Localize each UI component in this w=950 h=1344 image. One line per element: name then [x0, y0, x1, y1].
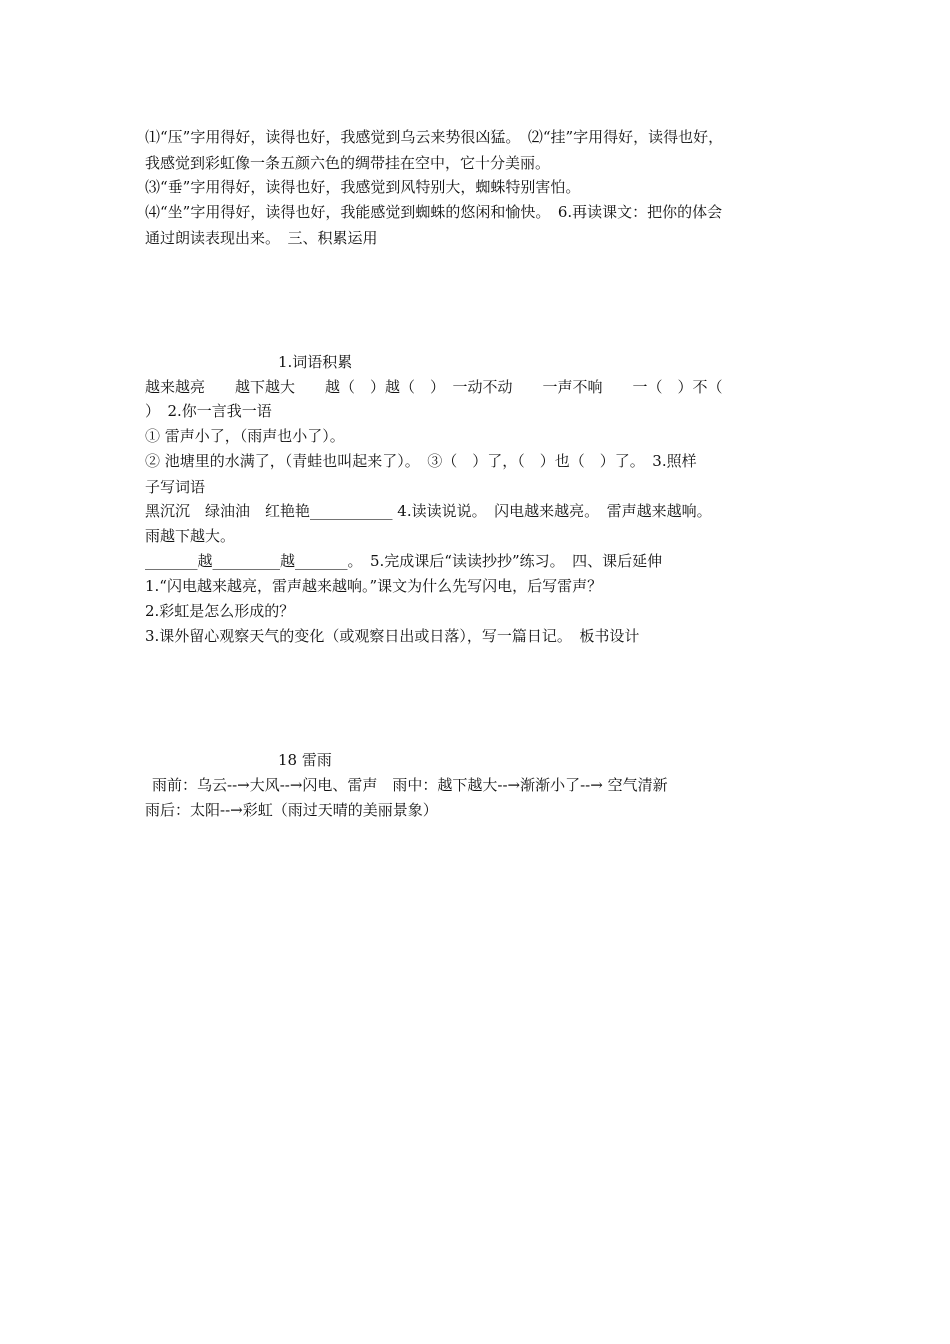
text-line: 雨后：太阳--→彩虹（雨过天晴的美丽景象）: [145, 801, 438, 819]
text-line: 子写词语: [145, 478, 206, 496]
text-line: 我感觉到彩虹像一条五颜六色的绸带挂在空中，它十分美丽。: [145, 154, 551, 172]
text-line: ① 雷声小了，（雨声也小了）。: [145, 427, 345, 445]
text-line: 3.课外留心观察天气的变化（或观察日出或日落），写一篇日记。 板书设计: [145, 627, 640, 645]
text-line: ⑷“坐”字用得好，读得也好，我能感觉到蜘蛛的悠闲和愉快。 6.再读课文：把你的体会: [145, 203, 723, 221]
text-line: ⑶“垂”字用得好，读得也好，我感觉到风特别大，蜘蛛特别害怕。: [145, 178, 581, 196]
text-line: 雨前：乌云--→大风--→闪电、雷声 雨中：越下越大--→渐渐小了--→ 空气清新: [152, 776, 668, 794]
text-line: ② 池塘里的水满了，（青蛙也叫起来了）。 ③（ ）了，（ ）也（ ）了。 3.照样: [145, 452, 697, 470]
text-line: 雨越下越大。: [145, 527, 236, 545]
text-line: 越来越亮 越下越大 越（ ）越（ ） 一动不动 一声不响 一（ ）不（: [145, 378, 723, 396]
text-line: _______越_________越_______。 5.完成课后“读读抄抄”练习。 四、课后延伸: [145, 552, 663, 570]
text-line: 通过朗读表现出来。 三、积累运用: [145, 229, 378, 247]
text-line: 黑沉沉 绿油油 红艳艳___________ 4.读读说说。 闪电越来越亮。 雷声越来越响。: [145, 502, 712, 520]
text-line: 1.“闪电越来越亮，雷声越来越响。”课文为什么先写闪电，后写雷声？: [145, 577, 603, 595]
text-line: ） 2.你一言我一语: [145, 402, 272, 420]
board-design-title: 18 雷雨: [278, 751, 332, 769]
text-line: ⑴“压”字用得好，读得也好，我感觉到乌云来势很凶猛。 ⑵“挂”字用得好，读得也好，: [145, 128, 724, 146]
section-heading: 1.词语积累: [278, 353, 353, 371]
text-line: 2.彩虹是怎么形成的？: [145, 602, 295, 620]
